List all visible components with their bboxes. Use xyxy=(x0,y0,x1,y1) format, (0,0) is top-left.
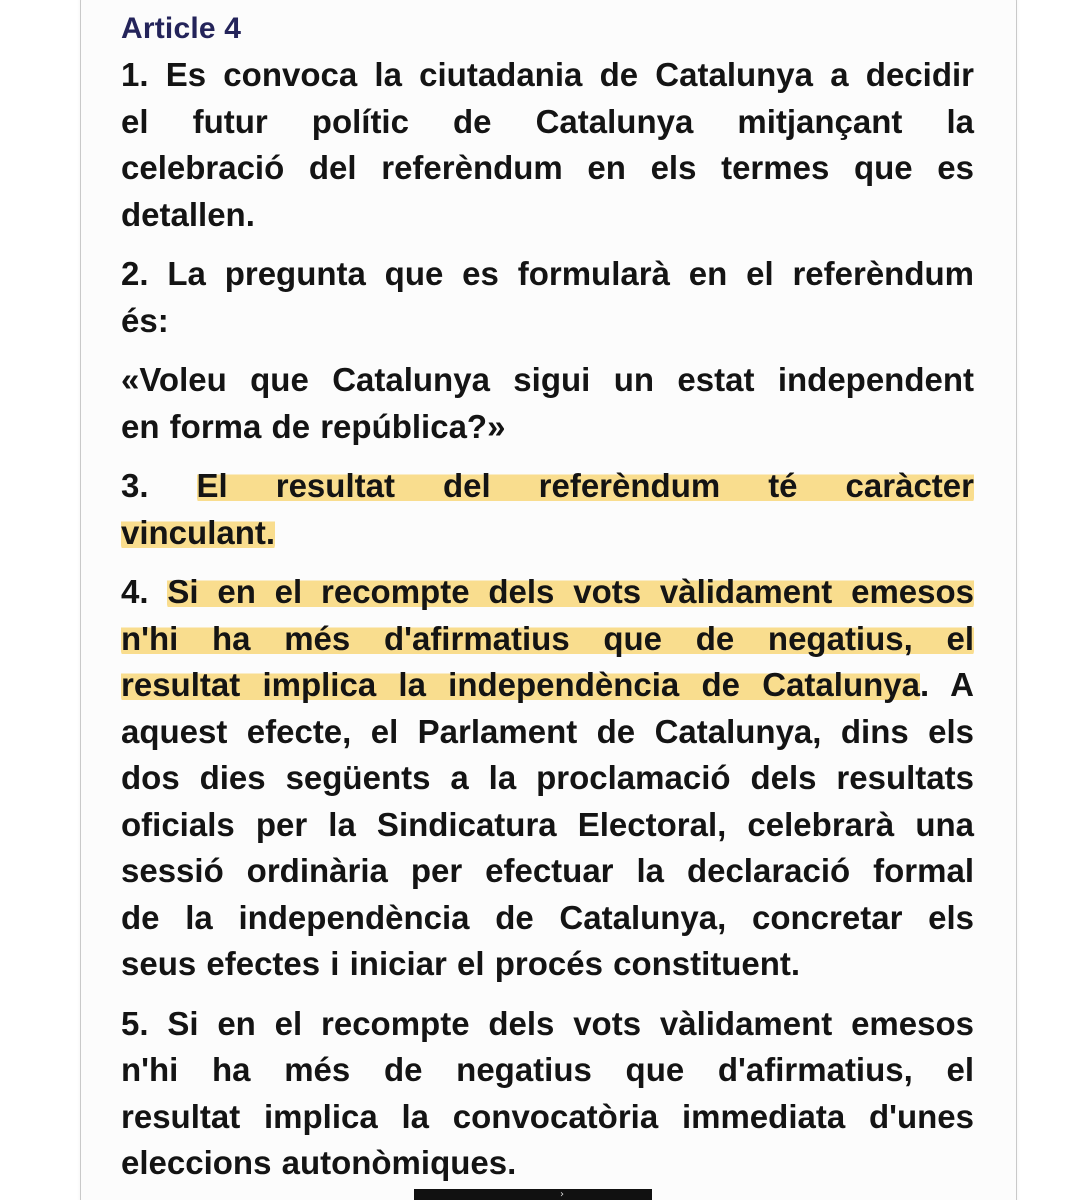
paragraph-5-line-4: eleccions autonòmiques. xyxy=(121,1144,517,1181)
paragraph-4-line-4: aquest efecte, el Parlament de Catalunya, dins els xyxy=(121,712,974,750)
paragraph-3-number: 3. xyxy=(121,467,149,504)
paragraph-2-line-1: 2. La pregunta que es formularà en el referèndum xyxy=(121,255,974,292)
paragraph-1-line-2: el futur polític de Catalunya mitjançant la xyxy=(121,102,974,140)
paragraph-3-line-1 xyxy=(121,463,974,510)
highlight-binding-result: El resultat del referèndum té caràcter xyxy=(196,467,974,504)
paragraph-1-line-3: celebració del referèndum en els termes que es xyxy=(121,149,974,186)
bottom-overlay-bar xyxy=(414,1189,652,1200)
question-line-2: en forma de república?» xyxy=(121,407,506,445)
paragraph-1 xyxy=(121,52,974,238)
paragraph-3 xyxy=(121,463,974,556)
paragraph-4-line-5: dos dies següents a la proclamació dels resultats xyxy=(121,759,974,796)
referendum-question xyxy=(121,357,974,450)
paragraph-5-line-3: resultat implica la convocatòria immediata d'unes xyxy=(121,1097,974,1135)
paragraph-4-line-6: oficials per la Sindicatura Electoral, celebrarà una xyxy=(121,805,974,843)
paragraph-4-line-1 xyxy=(121,569,974,616)
paragraph-1-line-4: detallen. xyxy=(121,195,255,233)
paragraph-4-line-8: de la independència de Catalunya, concretar els xyxy=(121,898,974,936)
paragraph-5-line-2: n'hi ha més de negatius que d'afirmatius, el xyxy=(121,1051,974,1088)
article-document xyxy=(121,6,974,1200)
paragraph-5 xyxy=(121,1001,974,1187)
paragraph-4-line-2 xyxy=(121,616,974,663)
article-title: Article 4 xyxy=(121,12,242,45)
paragraph-4 xyxy=(121,569,974,988)
paragraph-4-number: 4. xyxy=(121,573,149,610)
paragraph-2-line-2: és: xyxy=(121,301,169,339)
paragraph-1-line-1: 1. Es convoca la ciutadania de Catalunya a decidir xyxy=(121,56,974,93)
highlight-independence-line-3: resultat implica la independència de Catalunya xyxy=(121,666,920,703)
paragraph-4-line-9: seus efectes i iniciar el procés constituent. xyxy=(121,945,801,982)
paragraph-2 xyxy=(121,251,974,344)
highlight-binding-result-cont: vinculant. xyxy=(121,513,276,551)
highlight-independence-line-1: Si en el recompte dels vots vàlidament emesos xyxy=(167,573,975,610)
chevron-icon: › xyxy=(560,1189,564,1200)
paragraph-4-line-3-rest: . A xyxy=(919,666,974,703)
paragraph-4-line-3 xyxy=(121,662,974,709)
highlight-independence-line-2: n'hi ha més d'afirmatius que de negatius, el xyxy=(121,619,974,657)
paragraph-3-line-2 xyxy=(121,510,974,557)
question-line-1: «Voleu que Catalunya sigui un estat independent xyxy=(121,361,974,398)
paragraph-5-line-1: 5. Si en el recompte dels vots vàlidament emesos xyxy=(121,1004,974,1042)
paragraph-4-line-7: sessió ordinària per efectuar la declaració formal xyxy=(121,852,974,889)
